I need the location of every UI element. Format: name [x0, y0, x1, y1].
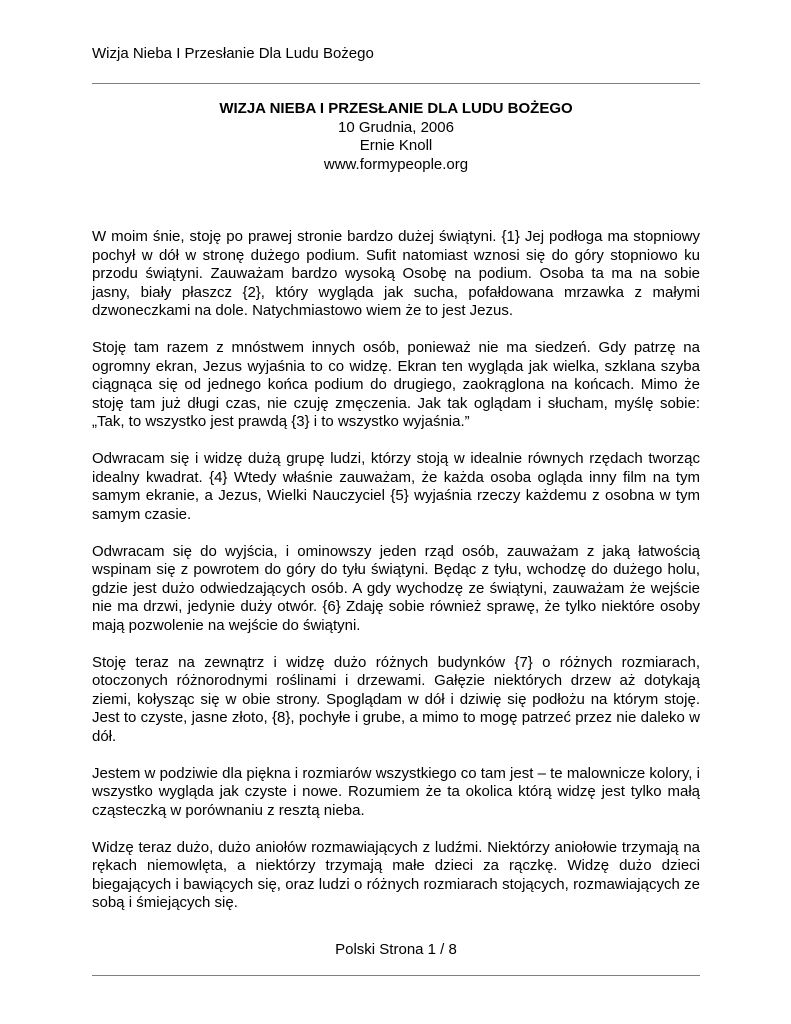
paragraph-3: Odwracam się i widzę dużą grupę ludzi, którzy stoją w idealnie równych rzędach tworząc idealny kwadrat. {4} Wtedy właśnie zauważam, że każda osoba ogląda inny film na tym samym ekranie, a Jezus, Wielki Nauczyciel {5} wyjaśnia rzeczy każdemu z osobna w tym samym czasie. — [92, 450, 700, 523]
footer-divider — [92, 975, 700, 976]
title-block — [92, 100, 700, 174]
page-footer: Polski Strona 1 / 8 — [335, 941, 457, 958]
paragraph-7: Widzę teraz dużo, dużo aniołów rozmawiających z ludźmi. Niektórzy aniołowie trzymają na rękach niemowlęta, a niektórzy trzymają małe dzieci za rączkę. Widzę dużo dzieci biegających i bawiących się, oraz ludzi o różnych rozmiarach stojących, rozmawiających ze sobą i śmiejących się. — [92, 838, 700, 911]
document-website: www.formypeople.org — [323, 155, 469, 173]
paragraph-4: Odwracam się do wyjścia, i ominowszy jeden rząd osób, zauważam z jaką łatwością wspinam się z powrotem do góry do tyłu świątyni. Będąc z tyłu, wchodzę do dużego holu, gdzie jest dużo odwiedzających osób. A gdy wychodzę ze świątyni, zauważam że wejście nie ma drzwi, jedynie duży otwór. {6} Zdaję sobie również sprawę, że tylko niektóre osoby mają pozwolenie na wejście do świątyni. — [92, 542, 700, 634]
body-text — [92, 228, 700, 931]
document-title: WIZJA NIEBA I PRZESŁANIE DLA LUDU BOŻEGO — [219, 100, 573, 117]
document-date: 10 Grudnia, 2006 — [338, 118, 454, 136]
document-author: Ernie Knoll — [359, 137, 433, 154]
running-header: Wizja Nieba I Przesłanie Dla Ludu Bożego — [92, 45, 374, 62]
paragraph-2: Stoję tam razem z mnóstwem innych osób, ponieważ nie ma siedzeń. Gdy patrzę na ogromny ekran, Jezus wyjaśnia to co widzę. Ekran ten wygląda jak wielka, szklana szyba ciągnąca się od jednego końca podium do drugiego, zaokrąglona na końcach. Mimo że stoję tam już długi czas, nie czuję zmęczenia. Jak tak oglądam i słucham, myślę sobie: „Tak, to wszystko jest prawdą {3} i to wszystko wyjaśnia.” — [92, 339, 700, 430]
paragraph-6: Jestem w podziwie dla piękna i rozmiarów wszystkiego co tam jest – te malownicze kolory, i wszystko wygląda jak czyste i nowe. Rozumiem że ta okolica którą widzę jest tylko małą cząsteczką w porównaniu z resztą nieba. — [92, 764, 700, 819]
header-divider — [92, 83, 700, 84]
paragraph-1: W moim śnie, stoję po prawej stronie bardzo dużej świątyni. {1} Jej podłoga ma stopniowy pochył w dół w stronę dużego podium. Sufit natomiast wznosi się do góry stopniowo ku przodu świątyni. Zauważam bardzo wysoką Osobę na podium. Osoba ta ma na sobie jasny, biały płaszcz {2}, który wygląda jak sucha, pofałdowana mrzawka z małymi dzwoneczkami na dole. Natychmiastowo wiem że to jest Jezus. — [92, 228, 700, 319]
paragraph-5: Stoję teraz na zewnątrz i widzę dużo różnych budynków {7} o różnych rozmiarach, otoczonych różnorodnymi roślinami i drzewami. Gałęzie niektórych drzew aż dotykają ziemi, kołysząc się w obie strony. Spoglądam w dół i dziwię się podłożu na którym stoję. Jest to czyste, jasne złoto, {8}, pochyłe i grube, a mimo to mogę patrzeć przez nie daleko w dół. — [92, 653, 700, 745]
